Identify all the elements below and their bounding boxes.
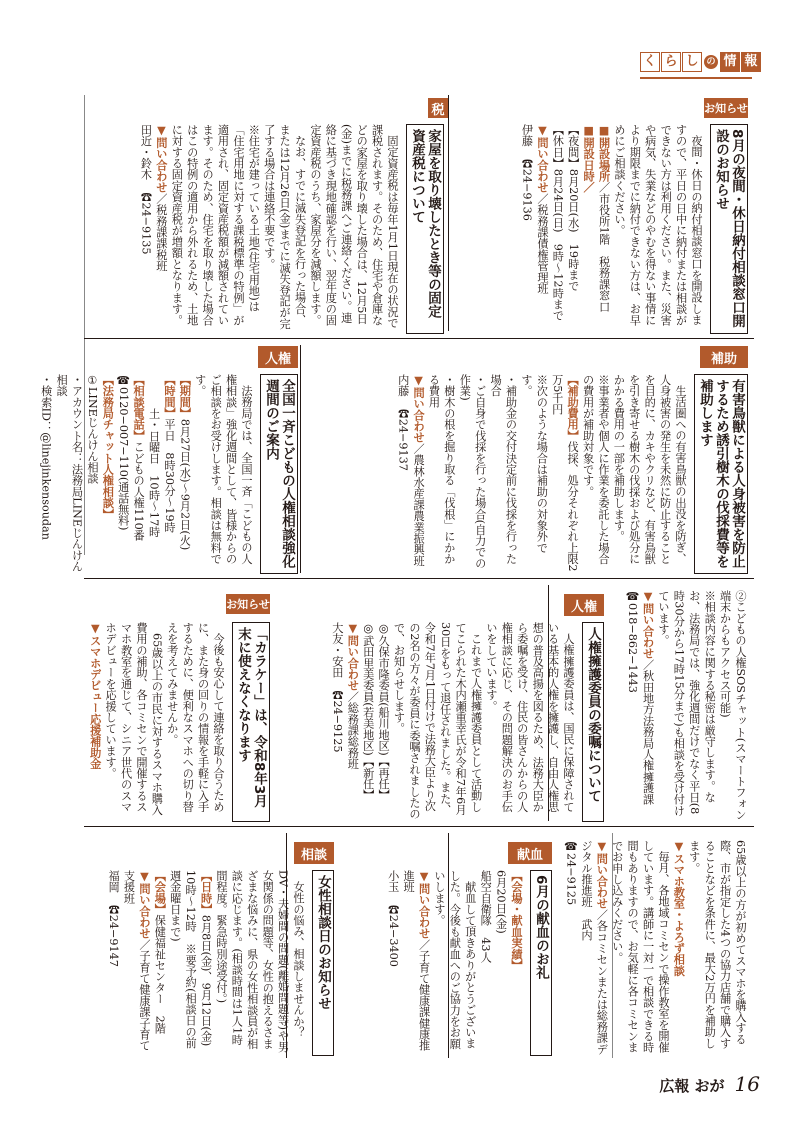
category-badge: 献血: [508, 842, 552, 864]
period-value: 8月27日(水)～9月2日(火): [178, 418, 192, 551]
contact-phone: 田近・鈴木 ☎24−9135: [139, 124, 153, 255]
time-label: 【時間】: [162, 374, 176, 419]
member-item: ◎武田里美委員(若美地区)【新任】: [361, 622, 375, 801]
article-title: 6月の献血のお礼: [530, 870, 552, 1056]
result-value: 船空自衛隊 43人: [479, 870, 493, 963]
subsidy-body: 65歳以上の方が初めてスマホを購入する際、市が指定した4つの協力店舗で購入することなどを条件に、最大2万円を補助します。: [687, 840, 747, 1049]
night-value: 8月20日(水) 19時まで: [566, 168, 580, 292]
commissioner-article: [300, 622, 604, 822]
contact-label: ▼問い合わせ: [641, 590, 655, 659]
header-char: ら: [661, 52, 681, 72]
member-item: ◎久保市隆委員(船川地区)【再任】: [377, 622, 391, 801]
article-body: 生活圏への有害鳥獣の出没を防ぎ、人身被害の発生を未然に防止することを目的に、カキやクリなど、有害鳥獣を引き寄せる樹木の伐採および処分にかかる費用の一部を補助します。: [612, 374, 687, 565]
contact-phone: 内藤 ☎24−9137: [396, 374, 410, 471]
cost-label: 【補助費用】: [566, 374, 580, 442]
article-note: ※事業者や個人に作業を委託した場合の費用が補助対象です。: [581, 374, 610, 565]
article-title: 女性相談日のお知らせ: [312, 870, 334, 1056]
contact-label: ▼問い合わせ: [417, 870, 431, 939]
house-tax-article: [90, 124, 444, 334]
contact-value: ／税務課債権管理班: [535, 193, 549, 294]
date-label: 【日時】: [199, 870, 213, 915]
category-badge: 人権: [564, 594, 604, 616]
article-divider: [300, 345, 301, 573]
article-body-2: これまで人権擁護委員として活動してこられた木内瀬重幸氏が令和7年6月30日をもって退任されました。また、令和7年7月1日付けで法務大臣より次の2名の方々が委員に委嘱されましたので、お知らせします。: [392, 622, 483, 820]
karakee-article: [62, 622, 270, 822]
contact-phone: 福岡 ☎24−9147: [107, 870, 121, 967]
contact-value: ／秋田地方法務局人権擁護課: [641, 659, 655, 805]
sos-line: ②こどもの人権SOSチャット(スマートフォン端末からもアクセス可能): [718, 590, 747, 821]
contact-value: ／子育て健康課子育て支援班: [122, 870, 151, 1051]
category-badge: お知らせ: [226, 594, 270, 614]
section-header: [640, 52, 761, 72]
contact-label: ▼問い合わせ: [595, 840, 609, 909]
subsidy-label: ▼スマホデビュー応援補助金: [88, 622, 102, 770]
place-value: ／市役所1階 税務課窓口: [597, 181, 611, 313]
article-divider: [448, 95, 449, 331]
damage-article: [306, 374, 748, 574]
header-char: く: [640, 52, 660, 72]
article-note: ※相談内容に関する秘密は厳守します。なお、法務局では、強化週間だけでなく平日(8時30分から17時15分まで)も相談を受け付けています。: [656, 590, 717, 817]
chat-line: ①LINEじんけん相談: [85, 374, 99, 485]
header-char: し: [682, 52, 702, 72]
article-note: ※住宅が建っている土地(住宅用地)は「住宅用地に対する課税標準の特例」が適用され、固定資産税額が減額されています。そのため、住宅を取り壊した場合はこの特例の適用から外れるため、土地に対する固定資産税が増額となります。: [170, 124, 261, 326]
category-badge: 税: [428, 98, 448, 118]
article-body: 夜間・休日の納付相談窓口を開設しますので、平日の日中に納付または相談ができない方は利用ください。また、災害や病気、失業などのやむを得ない事情により期限までに納付できない方は、お早めにご相談ください。: [612, 124, 703, 326]
holiday-value: 8月24日(日) 9時～12時まで: [551, 168, 565, 322]
cost-value: 伐採、処分それぞれ上限2万5千円: [550, 374, 580, 572]
holiday-label: 【休日】: [551, 124, 565, 169]
human-rights-week-continued: [612, 590, 748, 822]
contact-value: ／税務課課税班: [154, 193, 168, 272]
article-title: 家屋を取り壊したとき等の固定資産税について: [406, 124, 444, 334]
list-item: ・樹木の根を掘り取る「伐根」にかかる費用: [427, 374, 456, 565]
place-value: 保健福祉センター 2階: [153, 914, 167, 1034]
contact-label: ▼問い合わせ: [154, 124, 168, 193]
article-body: 女性の悩み、相談しませんか？DV・夫婦間の問題(離婚問題等)や男女関係の問題等、女性の抱えるさまざまな悩みに、県の女性相談員が相談に応じます。(相談時間は1人1時間程度。緊急時別途受付。): [214, 870, 305, 1053]
contact-phone: ☎018−862−1443: [626, 590, 640, 693]
contact-phone: 小玉 ☎24−3400: [386, 870, 400, 967]
night-label: 【夜間】: [566, 124, 580, 169]
article-note-2: ※次のような場合は補助の対象外です。: [519, 374, 549, 554]
place-label: 【会場】: [153, 870, 167, 915]
list-item: ・補助金の交付決定前に伐採を行った場合: [489, 374, 518, 565]
contact-value: ／子育て健康課健康推進班: [402, 870, 431, 1051]
time-value-2: 土・日曜日 10時～17時: [147, 407, 161, 537]
place-label: ■開設場所: [597, 124, 611, 182]
article-body: 固定資産税は毎年1月1日現在の状況で課税されます。そのため、住宅や倉庫などの家屋を取り壊した場合は、12月5日(金)までに税務課へご連絡ください。連絡に基づき現地確認を行い、翌年度の固定資産税のうち、家屋分を減額します。: [308, 124, 399, 329]
phone-label: 【相談電話】: [132, 374, 146, 442]
article-title: 全国一斉こどもの人権相談強化週間のご案内: [260, 374, 298, 574]
class-body: 毎月、各地域コミセンで操作教室を開催しています。講師に一対一で相談できる時間もありますので、お気軽に各コミセンまでお申し込みください。: [610, 840, 670, 1053]
contact-label: ▼問い合わせ: [137, 870, 151, 939]
article-title: 「カラケー」は、令和8年3月末に使えなくなります: [232, 622, 270, 822]
date-label: ■開設日時／: [582, 124, 596, 193]
period-label: 【期間】: [178, 374, 192, 419]
human-rights-week-article: [39, 374, 298, 574]
article-title: 8月の夜間・休日納付相談窓口開設のお知らせ: [710, 124, 748, 334]
article-title: 人権擁護委員の委嘱について: [582, 622, 604, 822]
chat-line: ・検索ID：@linejinkensoudan: [39, 374, 53, 540]
phone-number: ☎0120−007−110(通話無料): [116, 374, 130, 531]
header-char: 情: [720, 52, 740, 72]
list-item: ・ご自身で伐採を行った場合(自力での作業): [458, 374, 487, 569]
page-number: 16: [734, 1072, 760, 1096]
contact-value: ／各コミセンまたは総務課デジタル推進班 武内: [579, 840, 609, 1055]
contact-phone: 大友・安田 ☎24−9125: [330, 622, 344, 753]
category-badge: 相談: [294, 842, 334, 864]
chat-line: ・アカウント名：法務局LINEじんけん相談: [55, 374, 84, 572]
date-value: 8月8日(金)、9月12日(金) 10時～12時 ※要予約(相談日の前週金曜日まで): [168, 870, 213, 1058]
category-badge: お知らせ: [704, 98, 748, 118]
article-body-2: 65歳以上の市民に対するスマホ購入費用の補助、各コミセンで開催するスマホ教室を通じて、シニア世代のスマホデビューを応援しています。: [104, 622, 164, 816]
article-body: 法務局では、全国一斉「こどもの人権相談」強化週間として、皆様からのご相談をお受けします。相談は無料です。: [193, 374, 253, 565]
category-badge: 人権: [258, 346, 298, 368]
karakee-continued: [564, 840, 748, 1056]
date-label: 【会場・献血実績】: [510, 870, 523, 971]
header-rule: [640, 77, 752, 79]
night-consult-article: [456, 124, 748, 334]
contact-label: ▼問い合わせ: [346, 622, 360, 691]
chat-label: 【法務局チャット人権相談】: [101, 374, 115, 520]
phone-value: こどもの人権110番: [132, 441, 146, 541]
header-char: 報: [741, 52, 761, 72]
article-body: 人権擁護委員は、国民に保障されている基本的人権を擁護し、自由人権思想の普及高揚を図るため、法務大臣から委嘱を受け、住民の皆さんからの人権相談に応じ、その問題解決のお手伝いをしています。: [484, 622, 575, 813]
date-value: 6月20日(金): [494, 870, 508, 934]
blood-article: [340, 870, 552, 1056]
band-divider: [84, 578, 754, 579]
header-char: の: [704, 55, 718, 69]
band-divider: [84, 826, 754, 827]
class-label: ▼スマホ教室・よろず相談: [672, 840, 686, 977]
contact-phone: ☎24−9125: [564, 840, 578, 906]
contact-value: ／総務課総務班: [346, 691, 360, 770]
contact-label: ▼問い合わせ: [412, 374, 426, 443]
contact-phone: 伊藤 ☎24−9136: [520, 124, 534, 221]
time-value: 平日 8時30分～19時: [162, 418, 176, 533]
article-body: 献血して頂きありがとうございました。今後も献血へのご協力をお願いします。: [432, 870, 477, 1050]
category-badge: 補助: [700, 346, 748, 368]
footer: [640, 1070, 760, 1096]
contact-value: ／農林水産課農業振興班: [412, 443, 426, 567]
article-title: 有害鳥獣による人身被害を防止するため誘引樹木の伐採費等を補助します: [694, 374, 748, 574]
band-divider: [84, 338, 754, 339]
women-article: [84, 870, 334, 1056]
article-body: 今後も安心して連絡を取り合うために、また身の回りの情報を手軽に入手するために、便利なスマホへの切り替えを考えてみませんか。: [165, 622, 225, 813]
publication-name: 広報 おが: [659, 1077, 725, 1095]
article-body-2: なお、すでに滅失登記を行った場合、または12月26日(金)までに滅失登記が完了する場合は連絡不要です。: [262, 124, 307, 330]
contact-label: ▼問い合わせ: [535, 124, 549, 193]
